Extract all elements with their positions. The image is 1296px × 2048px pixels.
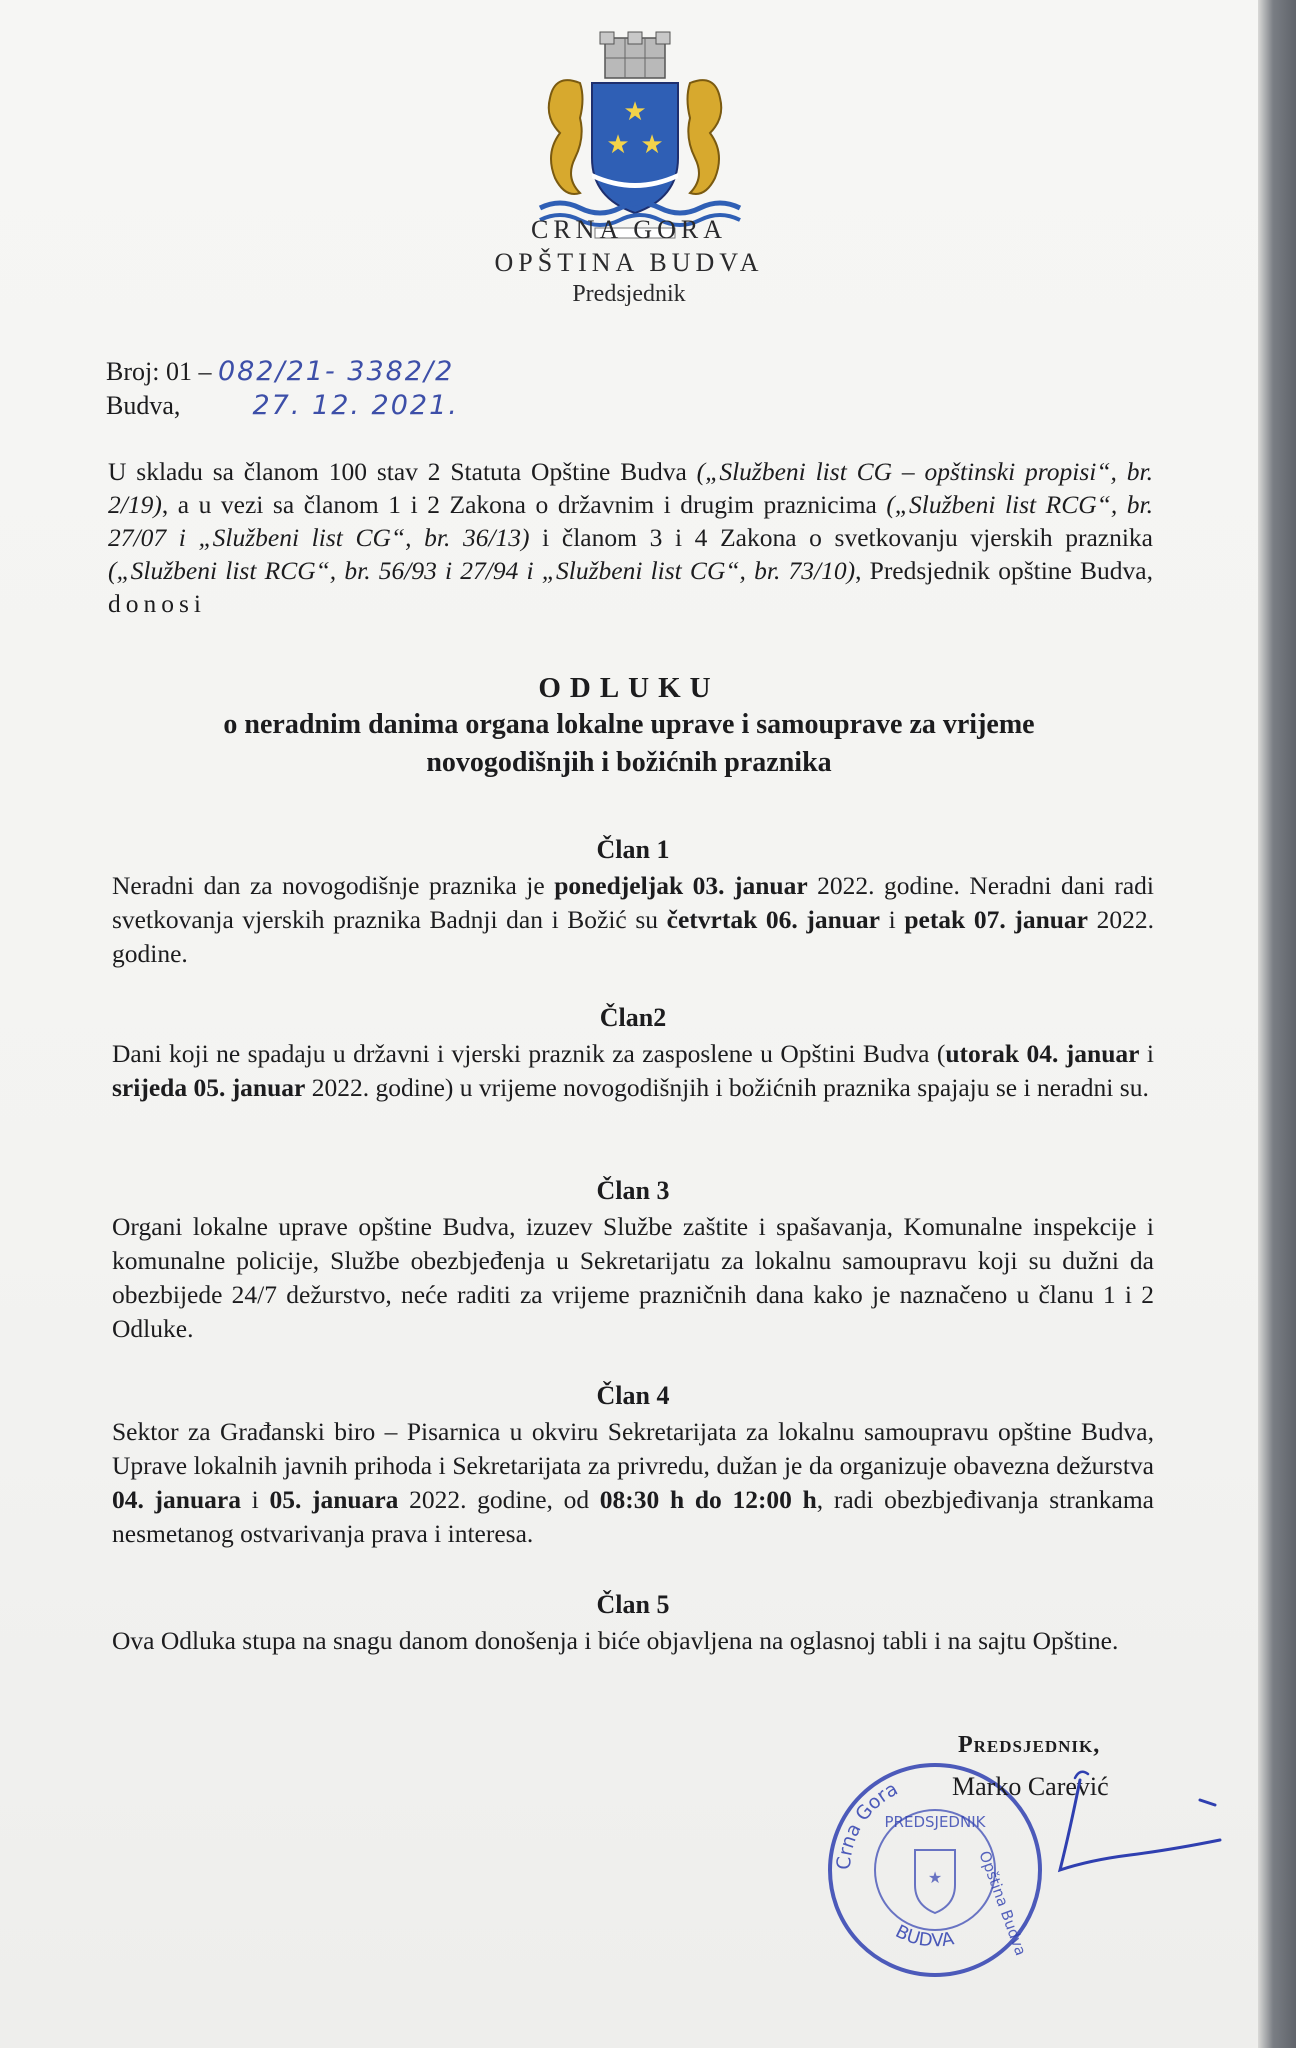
stamp-text-top: Crna Gora <box>832 1777 902 1871</box>
title-main: ODLUKU <box>538 672 720 704</box>
place-label: Budva, <box>106 391 181 420</box>
article-heading: Član 4 <box>596 1381 670 1410</box>
signatory-name: Marko Carević <box>952 1772 1109 1801</box>
article-bold-run: 04. januara <box>112 1485 241 1514</box>
signatory-title: Predsjednik, <box>958 1732 1101 1758</box>
article-bold-run: utorak 04. januar <box>945 1039 1140 1068</box>
reference-number-handwritten: 082/21- 3382/2 <box>217 356 455 387</box>
preamble-verb: donosi <box>108 589 207 618</box>
article-text-run: Dani koji ne spadaju u državni i vjerski praznik za zasposlene u Opštini Budva ( <box>112 1039 946 1068</box>
date-handwritten: 27. 12. 2021. <box>252 390 459 421</box>
decision-title <box>0 670 1258 782</box>
article-text <box>112 869 1154 971</box>
article-bold-run: ponedjeljak 03. januar <box>554 871 808 900</box>
article-text: Organi lokalne uprave opštine Budva, izuzev Službe zaštite i spašavanja, Komunalne inspekcije i komunalne policije, Službe obezbjeđenja u Sekretarijatu za lokalnu samoupravu koji su dužni da obezbijede 24/7 dežurstvo, neće raditi za vrijeme prazničnih dana kako je naznačeno u članu 1 i 2 Odluke. <box>112 1212 1154 1343</box>
article-bold-run: četvrtak 06. januar <box>666 905 881 934</box>
svg-text:★: ★ <box>606 130 630 159</box>
svg-text:BUDVA <box>892 1921 956 1951</box>
article-text-run: 2022. godine. Neradni dani radi svetkovanja vjerskih praznika Badnji dan i Božić su <box>112 871 1154 934</box>
preamble-citation: („Službeni list RCG“, br. 27/07 i „Službeni list CG“, br. 36/13) <box>108 490 1153 552</box>
article-text-run: i <box>240 1485 270 1514</box>
country-name: CRNA GORA <box>531 215 727 244</box>
handwritten-signature <box>1050 1760 1250 1900</box>
article-bold-run: srijeda 05. januar <box>112 1073 306 1102</box>
coat-of-arms-crest <box>500 28 770 243</box>
page-edge-shadow <box>1258 0 1296 2048</box>
article-text-run: 2022. godine. <box>112 905 1154 968</box>
reference-number-label: Broj: 01 – <box>106 357 212 386</box>
preamble-paragraph <box>108 455 1153 620</box>
municipality-name: OPŠTINA BUDVA <box>494 248 764 277</box>
title-subtitle-line2: novogodišnjih i božićnih praznika <box>426 747 832 778</box>
svg-text:★: ★ <box>623 97 647 126</box>
stamp-text-bottom: BUDVA <box>892 1921 956 1952</box>
stamp-text-right: Opština Budva <box>975 1848 1030 1959</box>
article-text-run: i <box>880 905 905 934</box>
stamp-text-mid: PREDSJEDNIK <box>884 1813 986 1831</box>
article-text <box>112 1415 1154 1551</box>
svg-text:★: ★ <box>640 130 664 159</box>
article-1 <box>112 835 1154 971</box>
article-text <box>112 1037 1154 1105</box>
reference-number <box>106 356 454 387</box>
article-bold-run: 05. januara <box>269 1485 399 1514</box>
preamble-text: , a u vezi sa članom 1 i 2 Zakona o državnim i drugim praznicima <box>161 490 887 519</box>
article-bold-run: petak 07. januar <box>904 905 1088 934</box>
article-text: Ova Odluka stupa na snagu danom donošenja i biće objavljena na oglasnoj tabli i na sajtu Opštine. <box>112 1626 1119 1655</box>
article-bold-run: 08:30 h do 12:00 h <box>599 1485 817 1514</box>
article-text-run: Sektor za Građanski biro – Pisarnica u okviru Sekretarijata za lokalnu samoupravu opštine Budva, Uprave lokalnih javnih prihoda i Sekretarijata za privredu, dužan je da organizuje obavezna dežurstva <box>112 1417 1154 1480</box>
article-3 <box>112 1176 1154 1346</box>
svg-text:★: ★ <box>927 1870 943 1887</box>
preamble-text: U skladu sa članom 100 stav 2 Statuta Opštine Budva <box>108 457 697 486</box>
article-text-run: Neradni dan za novogodišnje praznika je <box>112 871 555 900</box>
article-text-run: 2022. godine, od <box>398 1485 600 1514</box>
preamble-citation: („Službeni list RCG“, br. 56/93 i 27/94 i „Službeni list CG“, br. 73/10) <box>108 556 856 585</box>
article-heading: Član 1 <box>596 835 670 864</box>
article-text-run: , radi obezbjeđivanja strankama nesmetanog ostvarivanja prava i interesa. <box>112 1485 1154 1548</box>
office-name: Predsjednik <box>572 281 686 307</box>
preamble-text: i članom 3 i 4 Zakona o svetkovanju vjerskih praznika <box>529 523 1153 552</box>
reference-date <box>106 390 459 421</box>
title-subtitle-line1: o neradnim danima organa lokalne uprave i samouprave za vrijeme <box>223 709 1035 740</box>
article-heading: Član2 <box>599 1003 667 1032</box>
article-text-run: i <box>1139 1039 1154 1068</box>
article-5 <box>112 1590 1154 1658</box>
preamble-text: , Predsjednik opštine Budva, <box>855 556 1154 585</box>
article-text-run: 2022. godine) u vrijeme novogodišnjih i božićnih praznika spajaju se i neradni su. <box>305 1073 1149 1102</box>
article-heading: Član 5 <box>596 1590 670 1619</box>
article-heading: Član 3 <box>596 1176 670 1205</box>
article-4 <box>112 1381 1154 1551</box>
article-2 <box>112 1003 1154 1105</box>
preamble-citation: („Službeni list CG – opštinski propisi“, br. 2/19) <box>108 457 1153 519</box>
